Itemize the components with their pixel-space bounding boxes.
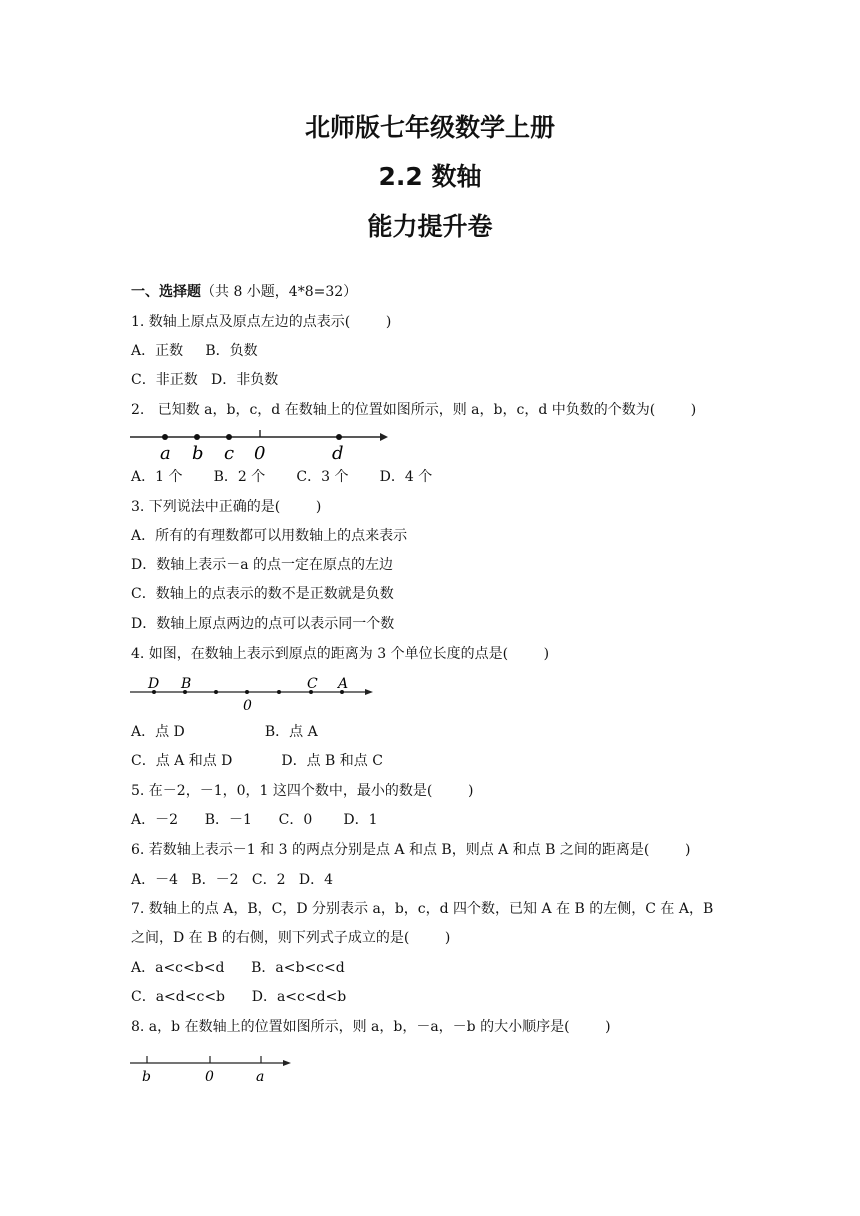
question-6-options-row-1: A．－4 B．－2 C．2 D．4 (131, 872, 334, 888)
section-heading (131, 283, 357, 301)
section-heading-label: 一、选择题 (131, 284, 201, 300)
number-line-label: d (332, 443, 344, 464)
number-line-label: 0 (205, 1069, 214, 1085)
question-5-options-row-1: A．－2 B．－1 C．0 D．1 (131, 812, 378, 828)
question-1-stem: 1. 数轴上原点及原点左边的点表示( ) (131, 314, 392, 330)
number-line-label: a (160, 443, 171, 464)
question-1-options-row-1: A．正数 B．负数 (131, 343, 258, 359)
question-4-stem: 4. 如图，在数轴上表示到原点的距离为 3 个单位长度的点是( ) (131, 646, 550, 662)
question-8-stem: 8. a，b 在数轴上的位置如图所示，则 a，b，－a，－b 的大小顺序是( ) (131, 1019, 611, 1035)
question-4-options-row-2: C．点 A 和点 D D．点 B 和点 C (131, 753, 383, 769)
number-line-label: D (148, 676, 160, 692)
number-line-label: A (338, 676, 349, 692)
number-line-label: a (256, 1069, 265, 1085)
question-1-options-row-2: C．非正数 D．非负数 (131, 372, 279, 388)
question-2-options-row-1: A．1 个 B．2 个 C．3 个 D．4 个 (131, 469, 433, 485)
paper-subtitle: 能力提升卷 (367, 212, 493, 241)
section-heading-note: （共 8 小题，4*8=32） (201, 284, 358, 300)
question-3-option: C．数轴上的点表示的数不是正数就是负数 (131, 586, 394, 602)
question-7-stem-line-1: 7. 数轴上的点 A，B，C，D 分别表示 a，b，c，d 四个数，已知 A 在 B 的左侧，C 在 A，B (131, 901, 714, 917)
section-title: 2.2 数轴 (378, 162, 482, 191)
number-line-label: 0 (254, 443, 266, 464)
question-3-option: D．数轴上原点两边的点可以表示同一个数 (131, 616, 395, 632)
question-3-stem: 3. 下列说法中正确的是( ) (131, 499, 322, 515)
question-5-stem: 5. 在－2，－1，0，1 这四个数中，最小的数是( ) (131, 783, 474, 799)
question-7-options-row-2: C．a<d<c<b D．a<c<d<b (131, 989, 347, 1005)
number-line-label: b (192, 443, 204, 464)
question-4-options-row-1: A．点 D B．点 A (131, 724, 318, 740)
question-7-stem-line-2: 之间，D 在 B 的右侧，则下列式子成立的是( ) (131, 930, 451, 946)
question-7-options-row-1: A．a<c<b<d B．a<b<c<d (131, 960, 345, 976)
question-2-stem: 2. 已知数 a，b，c，d 在数轴上的位置如图所示，则 a，b，c，d 中负数的个数为( ) (131, 402, 697, 418)
question-8-number-line (125, 1048, 300, 1090)
number-line-label: 0 (243, 698, 252, 714)
question-4-number-line (125, 672, 380, 714)
document-title: 北师版七年级数学上册 (304, 113, 555, 142)
question-2-number-line (125, 425, 390, 465)
number-line-label: c (224, 443, 235, 464)
number-line-label: C (307, 676, 318, 692)
question-6-stem: 6. 若数轴上表示－1 和 3 的两点分别是点 A 和点 B，则点 A 和点 B 之间的距离是( ) (131, 842, 691, 858)
question-3-option: A．所有的有理数都可以用数轴上的点来表示 (131, 528, 408, 544)
number-line-label: B (181, 676, 192, 692)
number-line-label: b (142, 1069, 151, 1085)
question-3-option: D．数轴上表示－a 的点一定在原点的左边 (131, 557, 394, 573)
